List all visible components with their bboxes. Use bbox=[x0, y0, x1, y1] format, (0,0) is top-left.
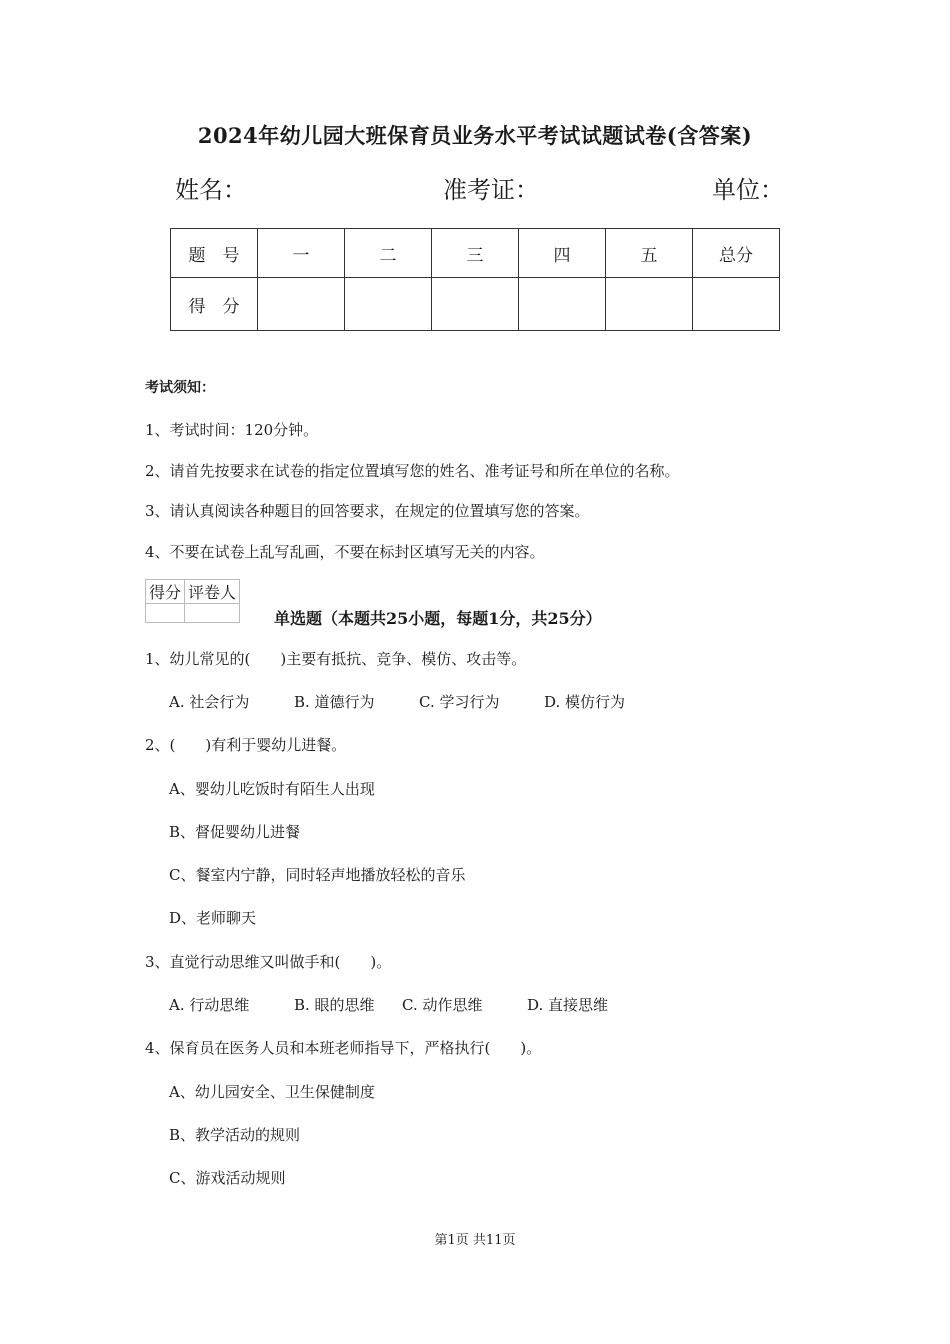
score-table-score-row bbox=[171, 278, 780, 331]
score-cell[interactable] bbox=[432, 278, 519, 331]
option[interactable]: A. 行动思维 bbox=[169, 996, 250, 1014]
note-item: 2、请首先按要求在试卷的指定位置填写您的姓名、准考证号和所在单位的名称。 bbox=[145, 462, 680, 480]
option[interactable]: B. 道德行为 bbox=[294, 693, 375, 711]
score-row-label: 得 分 bbox=[171, 278, 258, 331]
question-options-row bbox=[169, 994, 608, 1015]
score-table-header-cell: 二 bbox=[345, 229, 432, 278]
candidate-info-row bbox=[175, 170, 784, 204]
note-item: 3、请认真阅读各种题目的回答要求，在规定的位置填写您的答案。 bbox=[145, 502, 590, 520]
score-table-header-cell: 一 bbox=[258, 229, 345, 278]
option[interactable]: C、餐室内宁静，同时轻声地播放轻松的音乐 bbox=[169, 866, 466, 884]
option[interactable]: D. 模仿行为 bbox=[544, 693, 626, 711]
grader-score-cell[interactable] bbox=[146, 604, 185, 623]
score-table-header-cell: 三 bbox=[432, 229, 519, 278]
option[interactable]: B、督促婴幼儿进餐 bbox=[169, 823, 301, 841]
option[interactable]: C. 学习行为 bbox=[419, 693, 500, 711]
score-cell[interactable] bbox=[606, 278, 693, 331]
question-stem: 1、幼儿常见的( )主要有抵抗、竞争、模仿、攻击等。 bbox=[145, 650, 527, 668]
score-table-header-cell: 总分 bbox=[693, 229, 780, 278]
option[interactable]: D. 直接思维 bbox=[527, 996, 609, 1014]
score-table-header-row bbox=[171, 229, 780, 278]
unit-label: 单位： bbox=[712, 176, 784, 204]
score-cell[interactable] bbox=[519, 278, 606, 331]
question-stem: 3、直觉行动思维又叫做手和( )。 bbox=[145, 953, 392, 971]
option[interactable]: D、老师聊天 bbox=[169, 909, 257, 927]
question-stem: 2、( )有利于婴幼儿进餐。 bbox=[145, 736, 347, 754]
note-item: 1、考试时间：120分钟。 bbox=[145, 421, 319, 439]
option[interactable]: C. 动作思维 bbox=[402, 996, 483, 1014]
page-title: 2024年幼儿园大班保育员业务水平考试试题试卷(含答案) bbox=[197, 123, 753, 148]
option[interactable]: B、教学活动的规则 bbox=[169, 1126, 301, 1144]
section-title: 单选题（本题共25小题，每题1分，共25分） bbox=[274, 609, 602, 628]
notes-heading: 考试须知： bbox=[145, 380, 215, 396]
score-table-header-cell: 五 bbox=[606, 229, 693, 278]
grader-score-label: 得分 bbox=[146, 580, 185, 604]
exam-id-label: 准考证： bbox=[443, 176, 539, 204]
score-cell[interactable] bbox=[345, 278, 432, 331]
score-cell[interactable] bbox=[693, 278, 780, 331]
question-options-row bbox=[169, 691, 625, 712]
name-label: 姓名： bbox=[175, 176, 247, 204]
grader-box bbox=[145, 579, 240, 623]
grader-reviewer-label: 评卷人 bbox=[185, 580, 240, 604]
score-table-header-cell: 题 号 bbox=[171, 229, 258, 278]
question-stem: 4、保育员在医务人员和本班老师指导下，严格执行( )。 bbox=[145, 1039, 542, 1057]
score-table bbox=[170, 228, 780, 331]
option[interactable]: A、婴幼儿吃饭时有陌生人出现 bbox=[169, 780, 375, 798]
grader-reviewer-cell[interactable] bbox=[185, 604, 240, 623]
option[interactable]: C、游戏活动规则 bbox=[169, 1169, 286, 1187]
option[interactable]: A、幼儿园安全、卫生保健制度 bbox=[169, 1083, 375, 1101]
score-cell[interactable] bbox=[258, 278, 345, 331]
option[interactable]: A. 社会行为 bbox=[169, 693, 250, 711]
score-table-header-cell: 四 bbox=[519, 229, 606, 278]
page-footer: 第1页 共11页 bbox=[434, 1233, 516, 1248]
note-item: 4、不要在试卷上乱写乱画，不要在标封区填写无关的内容。 bbox=[145, 543, 545, 561]
option[interactable]: B. 眼的思维 bbox=[294, 996, 375, 1014]
